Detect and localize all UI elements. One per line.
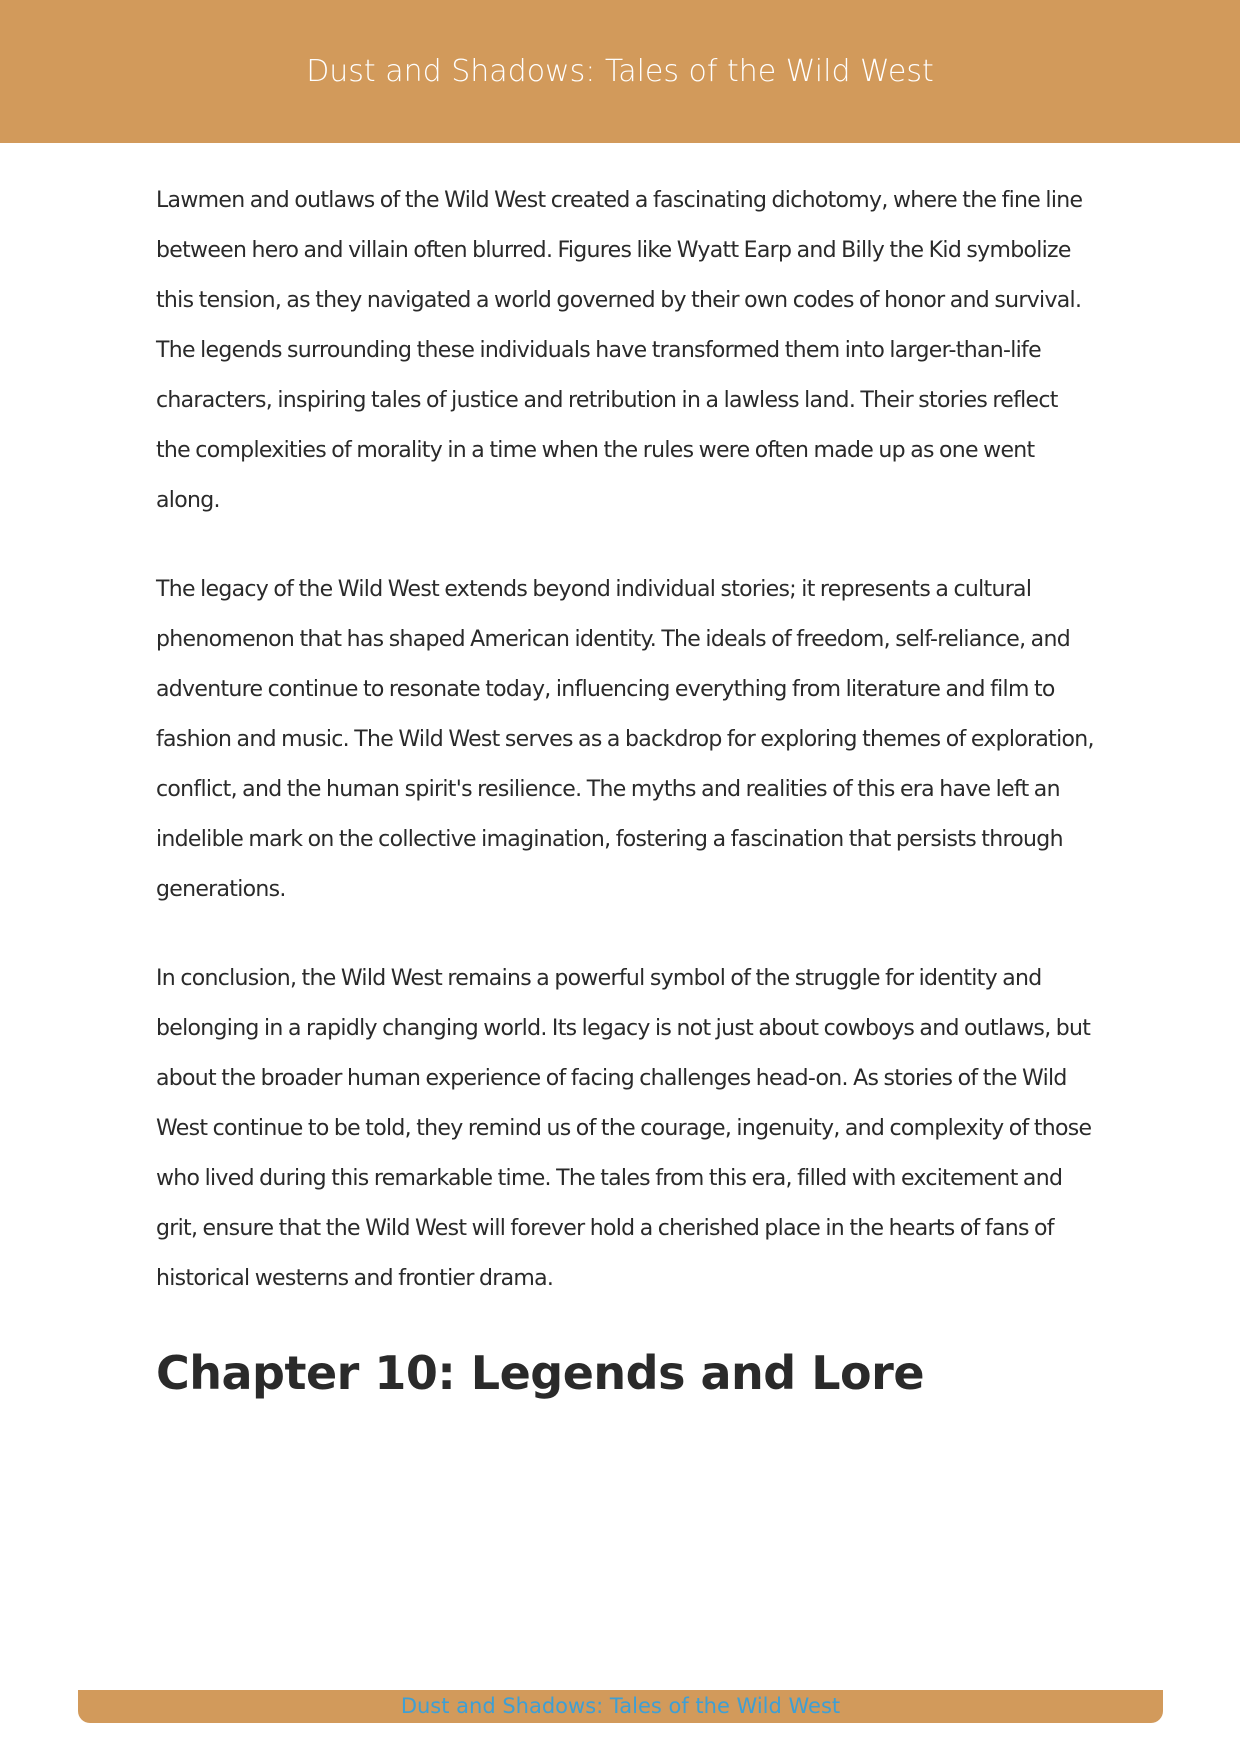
paragraph-2: The legacy of the Wild West extends beyond individual stories; it represents a cultural phenomenon that has shaped American identity. The ideals of freedom, self-reliance, and adventure continue to resonate today, influencing everything from literature and film to fashion and music. The Wild West serves as a backdrop for exploring themes of exploration, conflict, and the human spirit's resilience. The myths and realities of this era have left an indelible mark on the collective imagination, fostering a fascination that persists through generations. xyxy=(156,577,1094,902)
paragraph-1: Lawmen and outlaws of the Wild West created a fascinating dichotomy, where the fine line between hero and villain often blurred. Figures like Wyatt Earp and Billy the Kid symbolize this tension, as they navigated a world governed by their own codes of honor and survival. The legends surrounding these individuals have transformed them into larger-than-life characters, inspiring tales of justice and retribution in a lawless land. Their stories reflect the complexities of morality in a time when the rules were often made up as one went along. xyxy=(156,188,1083,513)
page-content xyxy=(156,176,1096,1403)
paragraph-3: In conclusion, the Wild West remains a powerful symbol of the struggle for identity and belonging in a rapidly changing world. Its legacy is not just about cowboys and outlaws, but about the broader human experience of facing challenges head-on. As stories of the Wild West continue to be told, they remind us of the courage, ingenuity, and complexity of those who lived during this remarkable time. The tales from this era, filled with excitement and grit, ensure that the Wild West will forever hold a cherished place in the hearts of fans of historical westerns and frontier drama. xyxy=(156,966,1092,1291)
header-title: Dust and Shadows: Tales of the Wild West xyxy=(306,54,934,89)
chapter-heading: Chapter 10: Legends and Lore xyxy=(156,1346,925,1400)
page-footer xyxy=(78,1690,1163,1723)
page-header xyxy=(0,0,1240,143)
footer-title: Dust and Shadows: Tales of the Wild West xyxy=(400,1694,841,1718)
